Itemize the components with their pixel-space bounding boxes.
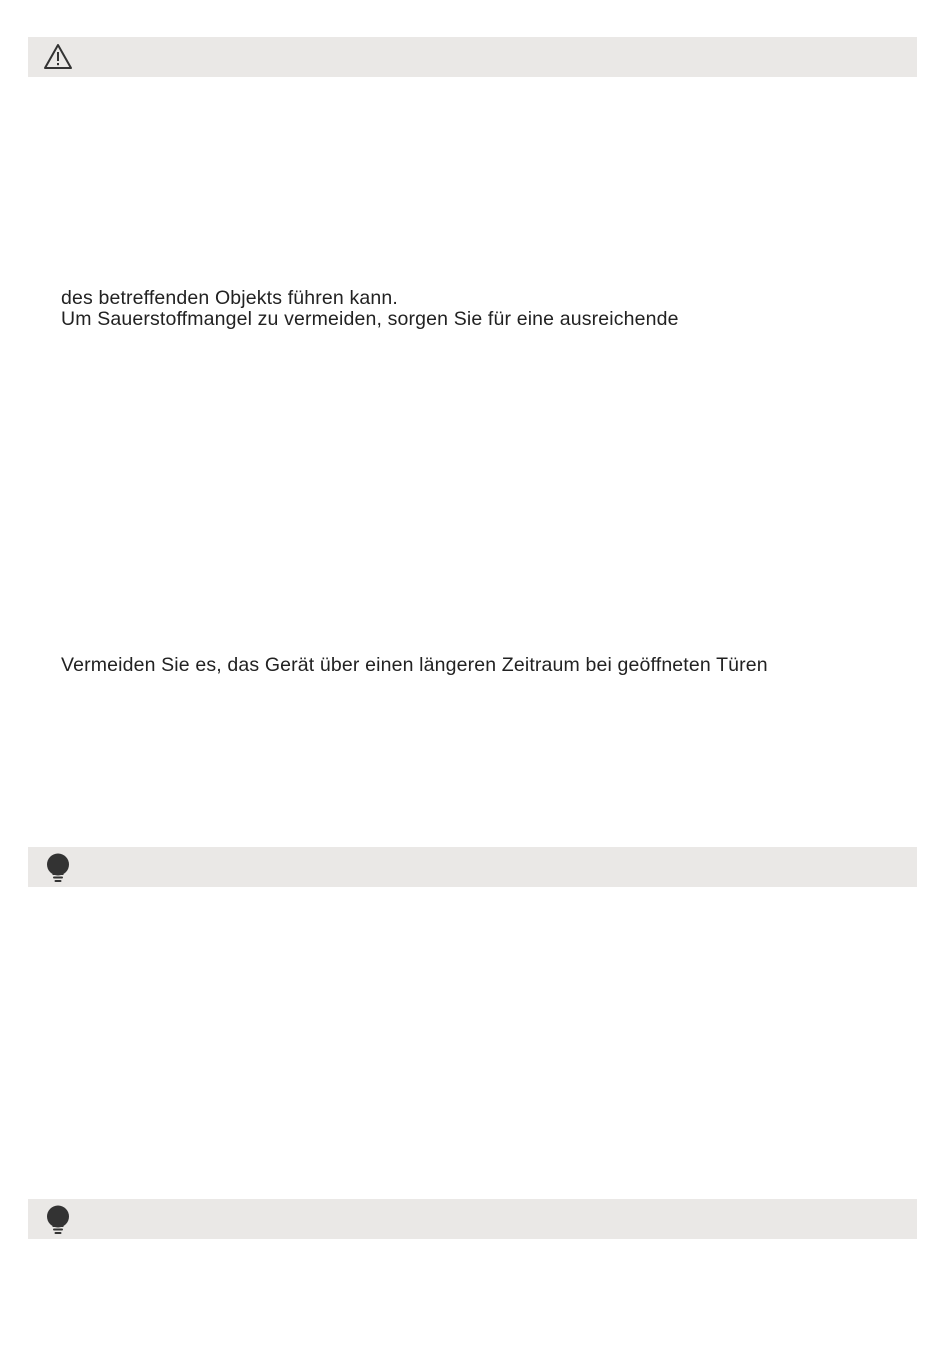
tip-banner [28,847,917,887]
lightbulb-icon [42,1203,74,1235]
warning-triangle-icon [42,41,74,73]
body-text-line: Vermeiden Sie es, das Gerät über einen längeren Zeitraum bei geöffneten Türen [61,654,768,676]
body-text-line: des betreffenden Objekts führen kann. [61,287,398,309]
tip-banner [28,1199,917,1239]
lightbulb-icon [42,851,74,883]
body-text-line: Um Sauerstoffmangel zu vermeiden, sorgen Sie für eine ausreichende [61,308,679,330]
warning-banner [28,37,917,77]
